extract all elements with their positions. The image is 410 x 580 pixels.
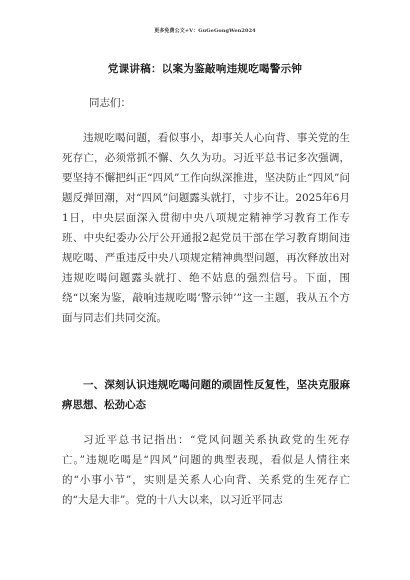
document-title: 党课讲稿：以案为鉴敲响违规吃喝警示钟 [107, 63, 303, 75]
greeting: 同志们： [89, 97, 131, 109]
body-paragraph: 习近平总书记指出：“党风问题关系执政党的生死存亡。”违规吃喝是“四风”问题的典型表现，看似是人情往来的“小事小节”，实则是关系人心向背、关系党的生死存亡的“大是大非”。党的十八大以来，以习近平同志 [62, 434, 350, 506]
section-heading: 一、深刻认识违规吃喝问题的顽固性反复性，坚决克服麻痹思想、松劲心态 [62, 379, 350, 411]
header-note: 更多免费公文+V：GuGeGongWen2024 [154, 28, 256, 34]
body-paragraph: 违规吃喝问题，看似事小，却事关人心向背、事关党的生死存亡，必须常抓不懈、久久为功。习近平总书记多次强调，要坚持不懈把纠正“四风”工作向纵深推进，坚决防止“四风”问题反弹回潮，对“四风”问题露头就打，寸步不让。2025年6月1日，中央层面深入贯彻中央八项规定精神学习教育工作专班、中央纪委办公厅公开通报2起党员干部在学习教育期间违规吃喝、严重违反中央八项规定精神典型问题，再次释放出对违规吃喝问题露头就打、绝不姑息的强烈信号。下面，围绕“以案为鉴，敲响违规吃喝‘警示钟’”这一主题，我从五个方面与同志们共同交流。 [62, 132, 350, 324]
